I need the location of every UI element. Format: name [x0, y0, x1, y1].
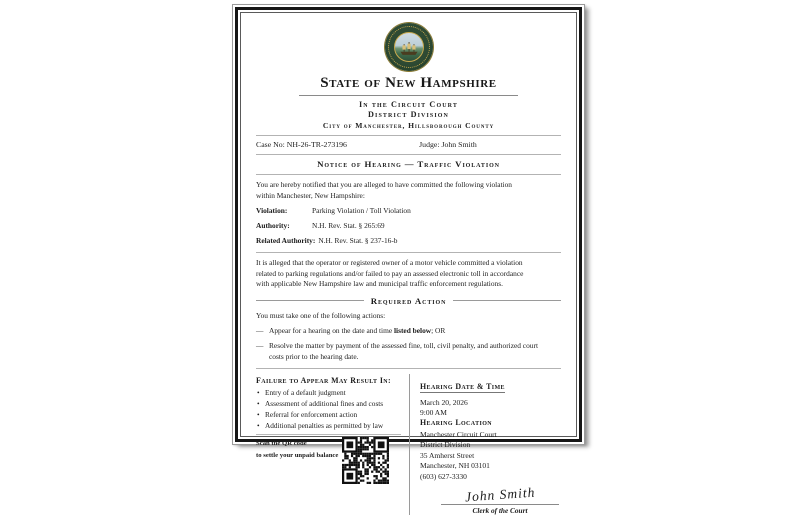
- divider: [256, 174, 561, 175]
- court-line-1: In the Circuit Court: [359, 99, 458, 109]
- ship-icon: [398, 41, 420, 56]
- divider: [256, 368, 561, 369]
- location-line: Manchester Circuit Court: [420, 429, 497, 439]
- signature-line: [441, 504, 559, 505]
- location-line: Manchester, NH 03101: [420, 461, 490, 471]
- state-title: State of New Hampshire: [320, 75, 497, 91]
- qr-code-image: [342, 437, 389, 484]
- document-page: [232, 4, 585, 515]
- action-option-2: [256, 341, 541, 362]
- case-number: Case No: NH-26-TR-273196: [256, 140, 347, 150]
- document-header: [256, 20, 561, 131]
- required-action-title: Required Action: [370, 295, 447, 306]
- detail-row-authority: [256, 221, 561, 230]
- seal-ship-scene: [394, 32, 424, 62]
- location-line: District Division: [420, 440, 471, 450]
- location-line: 35 Amherst Street: [420, 450, 475, 460]
- notice-title: Notice of Hearing — Traffic Violation: [317, 159, 500, 170]
- hearing-datetime-title: Hearing Date & Time: [420, 382, 505, 394]
- divider: [256, 154, 561, 155]
- clerk-signature: John Smith: [464, 484, 536, 505]
- failure-item: • Assessment of additional fines and costs: [256, 399, 401, 410]
- detail-value: N.H. Rev. Stat. § 265:69: [312, 221, 385, 231]
- detail-row-violation: [256, 206, 561, 215]
- qr-code: [342, 437, 389, 484]
- action-option-1: [256, 326, 541, 337]
- required-action-header: [256, 296, 561, 306]
- title-underline: [299, 95, 519, 96]
- detail-value: Parking Violation / Toll Violation: [312, 206, 411, 216]
- intro-paragraph: You are hereby notified that you are alleged to have committed the following violation within Manchester, New Hampshire:: [256, 180, 513, 200]
- hearing-time: 9:00 AM: [420, 407, 447, 417]
- qr-instructions: [256, 437, 340, 462]
- divider: [256, 252, 561, 253]
- signature-block: [441, 486, 559, 515]
- hearing-location-title: Hearing Location: [420, 418, 493, 428]
- qr-line-1: Scan the QR code: [256, 440, 307, 448]
- option-text-bold: listed below: [393, 325, 432, 335]
- bottom-columns: [256, 374, 561, 515]
- detail-label: Violation:: [256, 206, 288, 216]
- failure-item: • Referral for enforcement action: [256, 410, 401, 421]
- court-line-3: City of Manchester, Hillsborough County: [322, 121, 495, 131]
- detail-value: N.H. Rev. Stat. § 237-16-b: [318, 236, 398, 246]
- option-text: Resolve the matter by payment of the assessed fine, toll, civil penalty, and authorized court costs prior to the hearing date.: [269, 341, 538, 361]
- new-hampshire-state-seal-icon: [385, 23, 433, 71]
- court-line-2: District Division: [368, 110, 449, 120]
- case-info-row: [256, 139, 561, 150]
- detail-row-related-authority: [256, 236, 561, 245]
- divider: [256, 434, 401, 435]
- divider: [256, 135, 561, 136]
- qr-section: [256, 437, 401, 484]
- qr-line-2: to settle your unpaid balance: [256, 452, 339, 460]
- hearing-column: [410, 374, 561, 515]
- option-text: Appear for a hearing on the date and time: [269, 325, 394, 335]
- failure-item: • Additional penalties as permitted by law: [256, 421, 401, 432]
- location-line: (603) 627-3330: [420, 472, 467, 482]
- hearing-date: March 20, 2026: [420, 397, 468, 407]
- failure-title: Failure to Appear May Result In:: [256, 375, 392, 385]
- clerk-title: Clerk of the Court: [472, 505, 528, 515]
- page-border-inner: [240, 12, 577, 515]
- failure-item: • Entry of a default judgment: [256, 388, 401, 399]
- failure-column: [256, 374, 410, 515]
- judge-name: Judge: John Smith: [419, 140, 477, 150]
- option-text: ; OR: [431, 325, 446, 335]
- failure-list: [256, 388, 401, 432]
- required-action-intro: You must take one of the following actions:: [256, 310, 386, 320]
- allegation-paragraph: It is alleged that the operator or registered owner of a motor vehicle committed a violation related to parking regulations and/or failed to pay an assessed electronic toll in accordance with applicable New Hampshire law and municipal traffic enforcement regulations.: [256, 258, 524, 289]
- detail-label: Related Authority:: [256, 236, 316, 246]
- page-border-outer: [235, 7, 582, 515]
- detail-label: Authority:: [256, 221, 290, 231]
- hearing-datetime: [420, 398, 561, 427]
- hearing-location: [420, 430, 561, 483]
